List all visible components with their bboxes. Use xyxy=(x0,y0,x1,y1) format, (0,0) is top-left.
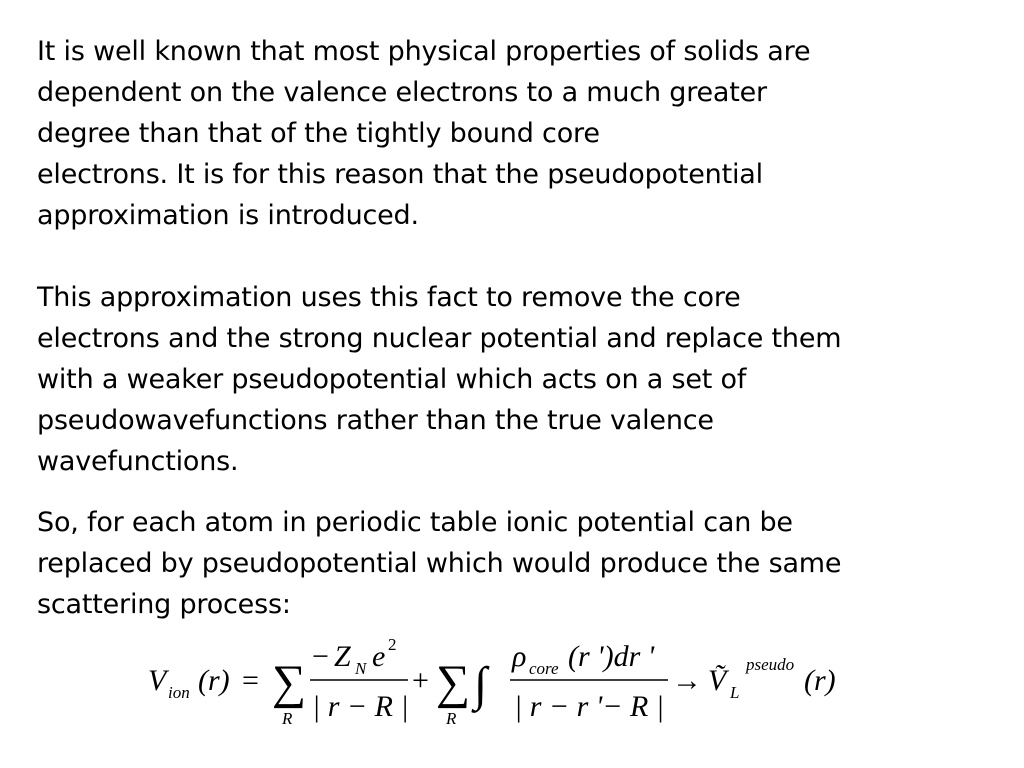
eq-arrow: → xyxy=(672,664,702,697)
paragraph-line: So, for each atom in periodic table ionic potential can be xyxy=(37,507,793,538)
eq-rhs-superscript: pseudo xyxy=(746,655,795,674)
eq-rhs-symbol: Ṽ xyxy=(708,664,727,697)
eq-frac1-exp: 2 xyxy=(388,635,397,654)
paragraph-line: electrons. It is for this reason that the pseudopotential xyxy=(37,159,763,190)
paragraph-line: approximation is introduced. xyxy=(37,200,419,231)
pseudopotential-equation xyxy=(140,628,860,738)
eq-frac2-rho: ρ xyxy=(512,640,527,673)
eq-sum-2: ∑ xyxy=(436,656,471,709)
eq-rhs-arg: (r) xyxy=(804,664,836,697)
paragraph-approximation xyxy=(37,277,967,482)
eq-sum-1-index: R xyxy=(282,709,293,728)
eq-frac1-den: | r − R | xyxy=(312,690,409,723)
eq-frac1-Z: Z xyxy=(334,640,351,673)
eq-equals: = xyxy=(242,664,259,697)
eq-rhs-subscript: L xyxy=(730,683,740,702)
paragraph-line: It is well known that most physical properties of solids are xyxy=(37,36,811,67)
eq-lhs-arg: (r) xyxy=(198,664,230,697)
paragraph-line: replaced by pseudopotential which would produce the same xyxy=(37,548,842,579)
eq-frac2-rest: (r ')dr ' xyxy=(568,640,655,673)
eq-plus: + xyxy=(412,664,429,697)
eq-lhs-subscript: ion xyxy=(168,683,190,702)
paragraph-line: scattering process: xyxy=(37,589,291,620)
eq-frac1-e: e xyxy=(372,640,386,673)
paragraph-line: dependent on the valence electrons to a much greater xyxy=(37,77,767,108)
paragraph-line: degree than that of the tightly bound core xyxy=(37,118,600,149)
eq-lhs-symbol: V xyxy=(148,664,167,697)
eq-frac2-den: | r − r '− R | xyxy=(514,690,665,723)
eq-frac1-minus: − xyxy=(312,640,329,673)
eq-frac1-Zsub: N xyxy=(355,659,367,678)
paragraph-line: electrons and the strong nuclear potential and replace them xyxy=(37,323,842,354)
eq-sum-2-index: R xyxy=(446,709,457,728)
eq-sum-1: ∑ xyxy=(272,656,307,709)
paragraph-line: This approximation uses this fact to remove the core xyxy=(37,282,741,313)
paragraph-line: with a weaker pseudopotential which acts on a set of xyxy=(37,364,747,395)
paragraph-line: wavefunctions. xyxy=(37,446,239,477)
eq-integral: ∫ xyxy=(474,658,488,711)
paragraph-intro xyxy=(37,31,967,236)
paragraph-line: pseudowavefunctions rather than the true valence xyxy=(37,405,714,436)
paragraph-scattering xyxy=(37,502,967,625)
eq-frac2-rhosub: core xyxy=(529,659,559,678)
